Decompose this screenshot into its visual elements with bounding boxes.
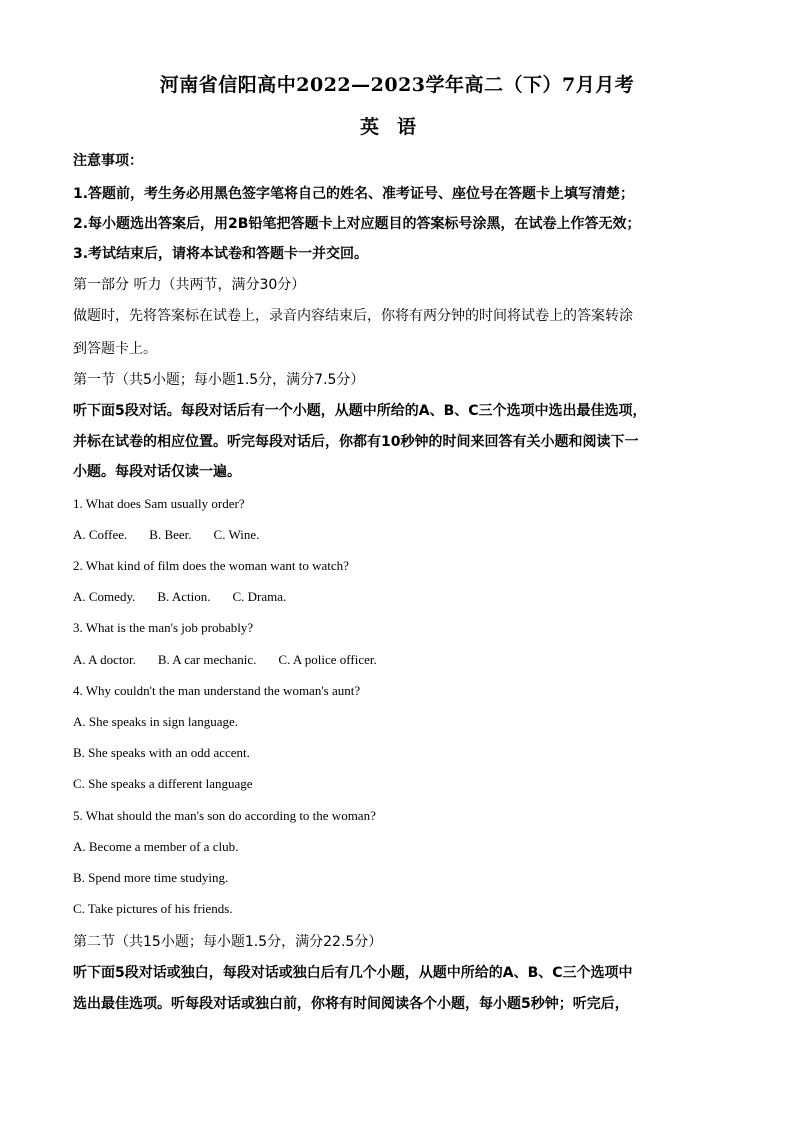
option: B. A car mechanic. bbox=[157, 652, 257, 667]
exam-title: 河南省信阳高中2022—2023学年高二（下）7月月考 bbox=[159, 74, 635, 96]
part1-instruction: 做题时，先将答案标在试卷上，录音内容结束后，你将有两分钟的时间将试卷上的答案转涂 bbox=[73, 308, 633, 324]
part1-instruction: 到答题卡上。 bbox=[73, 341, 157, 357]
note-item: 2.每小题选出答案后，用2B铅笔把答题卡上对应题目的答案标号涂黑，在试卷上作答无效； bbox=[73, 216, 641, 232]
section1-instruction: 小题。每段对话仅读一遍。 bbox=[73, 464, 241, 480]
question-stem: 4. Why couldn't the man understand the woman's aunt? bbox=[73, 683, 361, 698]
option: A. Become a member of a club. bbox=[73, 839, 239, 854]
option: B. Beer. bbox=[149, 527, 192, 542]
option: C. Wine. bbox=[213, 527, 260, 542]
option: A. Comedy. bbox=[73, 589, 136, 604]
option: B. She speaks with an odd accent. bbox=[73, 745, 250, 760]
question-stem: 3. What is the man's job probably? bbox=[73, 620, 254, 635]
question-stem: 5. What should the man's son do according to the woman? bbox=[73, 808, 376, 823]
section1-heading: 第一节（共5小题；每小题1.5分，满分7.5分） bbox=[73, 372, 365, 388]
option: C. A police officer. bbox=[278, 652, 377, 667]
question-stem: 2. What kind of film does the woman want to watch? bbox=[73, 558, 349, 573]
section2-instruction: 听下面5段对话或独白，每段对话或独白后有几个小题，从题中所给的A、B、C三个选项中 bbox=[73, 965, 633, 981]
section1-instruction: 听下面5段对话。每段对话后有一个小题，从题中所给的A、B、C三个选项中选出最佳选项， bbox=[73, 403, 647, 419]
option: A. Coffee. bbox=[73, 527, 128, 542]
part1-heading: 第一部分 听力（共两节，满分30分） bbox=[73, 277, 306, 293]
question-options bbox=[73, 527, 259, 543]
option: A. She speaks in sign language. bbox=[73, 714, 239, 729]
section2-instruction: 选出最佳选项。听每段对话或独白前，你将有时间阅读各个小题，每小题5秒钟；听完后， bbox=[73, 996, 629, 1012]
subject-title: 英语 bbox=[359, 116, 434, 138]
section1-instruction: 并标在试卷的相应位置。听完每段对话后，你都有10秒钟的时间来回答有关小题和阅读下一 bbox=[73, 434, 639, 450]
notes-heading: 注意事项： bbox=[73, 153, 143, 169]
option: C. She speaks a different language bbox=[73, 776, 253, 791]
option: B. Action. bbox=[157, 589, 211, 604]
question-options bbox=[73, 589, 286, 605]
option: C. Take pictures of his friends. bbox=[73, 901, 233, 916]
question-stem: 1. What does Sam usually order? bbox=[73, 496, 245, 511]
section2-heading: 第二节（共15小题；每小题1.5分，满分22.5分） bbox=[73, 934, 383, 950]
question-options bbox=[73, 652, 377, 668]
note-item: 1.答题前，考生务必用黑色签字笔将自己的姓名、准考证号、座位号在答题卡上填写清楚； bbox=[73, 186, 635, 202]
option: B. Spend more time studying. bbox=[73, 870, 229, 885]
option: C. Drama. bbox=[232, 589, 287, 604]
note-item: 3.考试结束后，请将本试卷和答题卡一并交回。 bbox=[73, 246, 369, 262]
option: A. A doctor. bbox=[73, 652, 136, 667]
